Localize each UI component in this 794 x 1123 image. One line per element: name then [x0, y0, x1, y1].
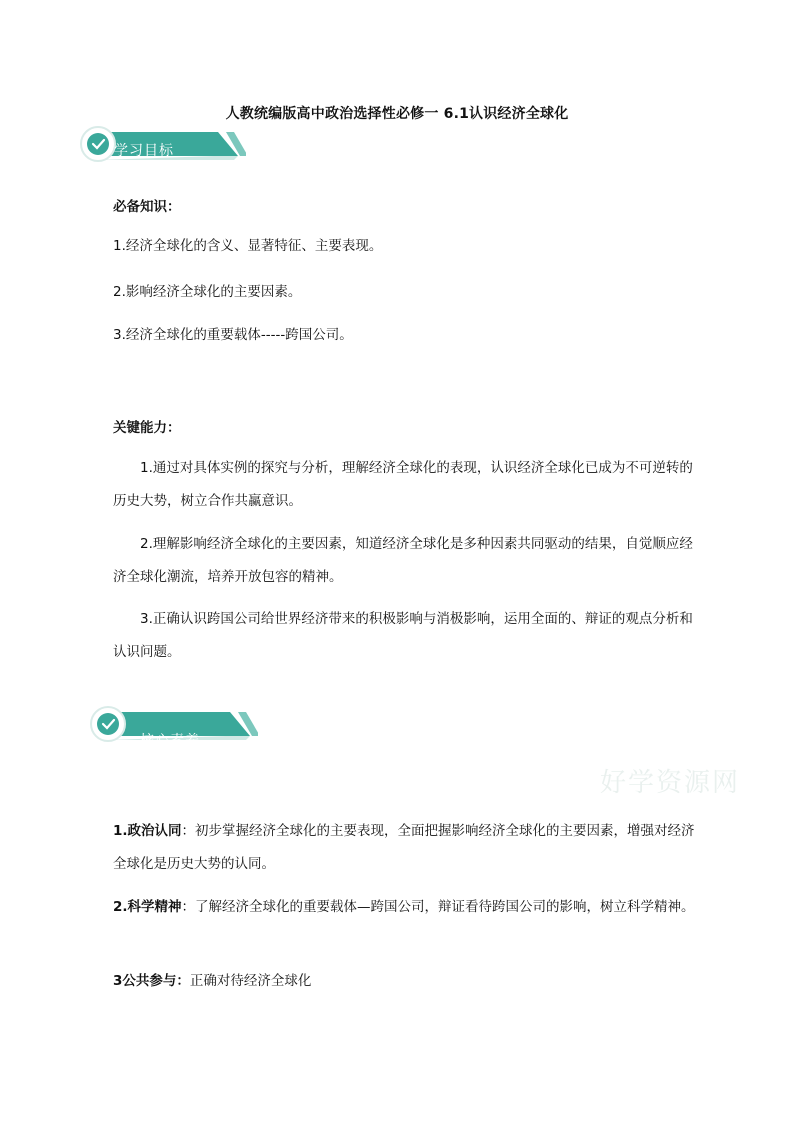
knowledge-item: 2.影响经济全球化的主要因素。 [113, 284, 302, 300]
literacy-text: ：了解经济全球化的重要载体—跨国公司，辩证看待跨国公司的影响，树立科学精神。 [181, 899, 695, 915]
literacy-item [113, 965, 703, 998]
literacy-item [113, 815, 703, 881]
section-banner-core-literacy [88, 706, 258, 752]
ability-paragraph [113, 603, 703, 669]
literacy-label: 3公共参与： [113, 973, 190, 989]
ability-heading: 关键能力： [113, 420, 181, 436]
page-title: 人教统编版高中政治选择性必修一 6.1认识经济全球化 [225, 106, 569, 122]
knowledge-item: 3.经济全球化的重要载体-----跨国公司。 [113, 327, 353, 343]
literacy-label: 2.科学精神 [113, 899, 182, 915]
literacy-text: ：初步掌握经济全球化的主要表现，全面把握影响经济全球化的主要因素，增强对经济全球化是历史大势的认同。 [113, 823, 695, 872]
section-banner-learning-goals [76, 126, 246, 172]
ability-text: 3.正确认识跨国公司给世界经济带来的积极影响与消极影响，运用全面的、辩证的观点分析和认识问题。 [113, 611, 693, 660]
literacy-text: 正确对待经济全球化 [189, 973, 312, 989]
ability-paragraph [113, 452, 703, 518]
knowledge-item: 1.经济全球化的含义、显著特征、主要表现。 [113, 238, 383, 254]
banner-label: 核心素养 [140, 733, 200, 749]
literacy-label: 1.政治认同 [113, 823, 182, 839]
ability-text: 2.理解影响经济全球化的主要因素，知道经济全球化是多种因素共同驱动的结果，自觉顺应经济全球化潮流，培养开放包容的精神。 [113, 536, 693, 585]
banner-label: 学习目标 [114, 143, 174, 159]
knowledge-heading: 必备知识： [113, 199, 181, 215]
ability-paragraph [113, 528, 703, 594]
ability-text: 1.通过对具体实例的探究与分析，理解经济全球化的表现，认识经济全球化已成为不可逆转的历史大势，树立合作共赢意识。 [113, 460, 693, 509]
watermark: 好学资源网 [600, 768, 741, 798]
literacy-item [113, 891, 703, 924]
